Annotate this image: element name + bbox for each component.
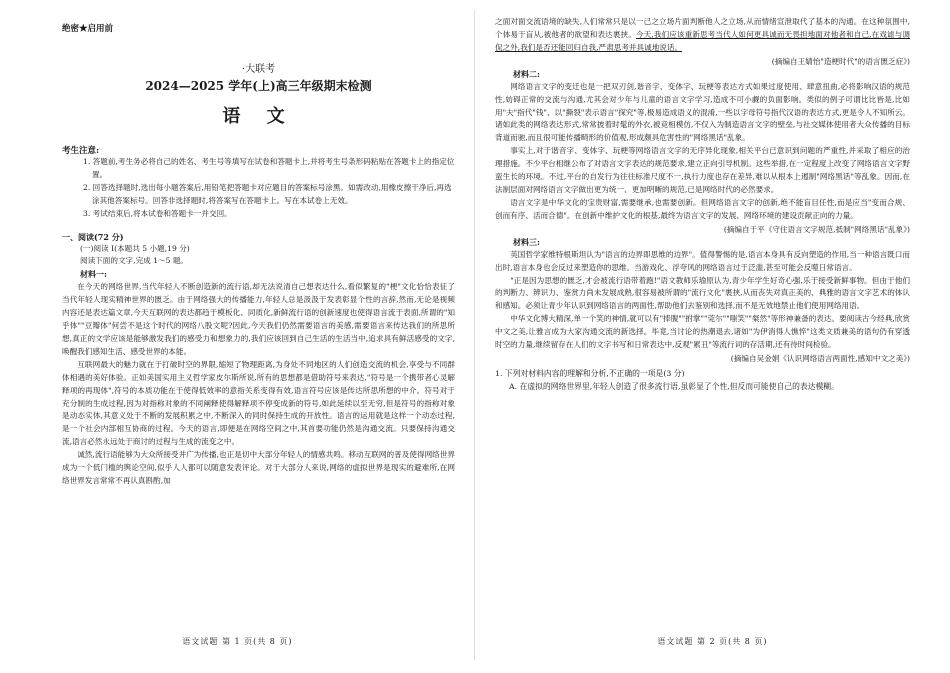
material-2-title: 材料二: bbox=[513, 68, 540, 79]
exam-page-2 bbox=[475, 0, 950, 673]
material-3-title: 材料三: bbox=[513, 236, 540, 247]
material-1-title: 材料一: bbox=[80, 269, 107, 280]
continued-paragraph bbox=[495, 16, 910, 55]
confidential-label: 绝密★启用前 bbox=[62, 24, 114, 34]
note-item: 2. 回答选择题时,选出每小题答案后,用铅笔把答题卡对应题目的答案标号涂黑。如需改动,用橡皮擦干净后,再选涂其他答案标号。回答非选择题时,将答案写在答题卡上。写在本试卷上无效。 bbox=[83, 182, 452, 205]
question-1: 1. 下列对材料内容的理解和分析,不正确的一项是(3 分) bbox=[495, 368, 685, 378]
source-citation: (摘编自吴金娟《认识网络语言两面性,感知中文之美》) bbox=[730, 353, 910, 363]
source-citation: (摘编自王婧怡"造梗时代"的语言匮乏症》) bbox=[771, 56, 910, 66]
body-paragraph: 英国哲学家维特根斯坦认为"语言的边界即思维的边界"。值得警惕的是,语言本身具有反向塑造的作用,当一种语言既口而出时,语言本身也会反过来塑造你的思维。当游戏化、浮夸风的网络语言过于泛滥,甚至可能会反噬日常语言。 bbox=[495, 249, 910, 272]
subsection-heading: (一)阅读 I(本题共 5 小题,19 分) bbox=[80, 243, 190, 253]
page-footer: 语文试题 第 2 页(共 8 页) bbox=[657, 637, 768, 646]
note-item: 1. 答题前,考生务必将自己的姓名、考生号等填写在试卷和答题卡上,并将考生号条形码粘贴在答题卡上的指定位置。 bbox=[83, 157, 455, 179]
reading-instruction: 阅读下面的文字,完成 1～5 题。 bbox=[80, 256, 189, 266]
notes-title: 考生注意: bbox=[62, 146, 100, 156]
body-paragraph: 网络语言文字的变迁也是一把双刃剑,谐音字、变体字、玩梗等表达方式如果过度使用、肆意扭曲,必将影响汉语的规范性,妨碍正常的交流与沟通,尤其会对少年与儿童的语言文字学习,造成不可小觑的负面影响。类似的例子可谓比比皆是,比如用"夫"指代"钱"、以"撕裂"表示语言"探究"等,极易造成语义的混淆,一些以字母符号指代汉语的表达方式,更是令人不知所云。诸如此类的网络表达形式,常常披着时髦的外衣,被竞相模仿,不仅入为制造语言文字的壁垒,与社交媒体使用者大众传播的目标背道而驰,而且很可能传播畸形的价值观,形成颇具危害性的"网络黑话"乱象。 bbox=[495, 81, 910, 143]
source-citation: (摘编自于平《守住语言文字规范,抵制"网络黑话"乱象》) bbox=[723, 224, 910, 234]
paragraph-lead-text: 之面对面交流语境的缺失,人们常常只是以一己之立场片面判断他人之立场,从而情绪宣泄取代了基本的沟通。在这种氛围中,个体易于盲从,被他者的欲望和表达裹挟。 bbox=[495, 17, 910, 39]
body-paragraph: 事实上,对于谐音字、变体字、玩梗等网络语言文字的无序异化现象,相关平台已意识到问题的严重性,并采取了相应的治理措施。不少平台相继公布了对语言文字表达的规范要求,建立正向引导机制。这些举措,在一定程度上改变了网络语言文字野蛮生长的环境。不过,平台的自发行为往往标准尺度不一,执行力度也存在差异,难以从根本上遏制"网络黑话"等乱象。因而,在法制层面对网络语言文字做出更为统一、更加明晰的规范,已是网络时代的必然要求。 bbox=[495, 146, 910, 194]
exam-session-title: 2024—2025 学年(上)高三年级期末检测 bbox=[145, 79, 372, 93]
section-heading: 一、阅读(72 分) bbox=[62, 231, 124, 242]
page-footer: 语文试题 第 1 页(共 8 页) bbox=[182, 637, 293, 646]
body-paragraph: 在今天的网络世界,当代年轻人不断创造新的流行语,却无法说清自己想表达什么,看似繁复的"梗"文化恰恰表征了当代年轻人现实精神世界的匮乏。由于网络强大的传播能力,年轻人总是汲汲于发表彰显个性的言辞,然而,无论是视频内容还是表达篇文章,今天互联网的表达都趋于模板化、同质化,新鲜流行语的创新速度也使得语言流于表面,所谓的"知乎体""豆瓣体"何尝不是这个时代的网络八股文呢?因此,今天我们仍然需要语言的美感,需要语言来传达我们的所思所想,真正的文学应该是能够激发我们的感受力和想象力的,我们应该回到自己生活的生活当中,追求具有鲜活感受的文字,唤醒我们感知生活、感受世界的本能。 bbox=[62, 282, 455, 356]
body-paragraph: 互联网最大的魅力就在于打破时空的界限,缩短了物理距离,为身处不同地区的人们创造交流的机会,享受与不同群体相遇的美好体验。正如美国实用主义哲学家皮尔斯所说,所有的思想都是借助符号来表达,"符号是一个携带者心灵解释项的再现体",符号的本质功能在于使得低效率的意指关系变得有效,语言符号应该是传达所思所想的中介。符号对于充分制的生成过程,因为对指称对象的不同阐释使得解释项不停变成新的符号,如此延续以至无穷,但是符号的指称对象是动态实体,其意义处于不断的发展积累之中,不断深入的同时保持生成的开放性。语言的运用就是这样一个动态过程,是一个社会内部相互协商的过程。今天的语言,即便是在网络空间之中,其首要功能仍然是沟通交流。只要保持沟通交流,语言必然永远处于商讨的过程与生成的流变之中。 bbox=[62, 359, 455, 447]
body-paragraph: 诚然,流行语能够为大众所接受并广为传播,也正是切中大部分年轻人的情感共鸣。移动互联网的普及使得网络世界成为一个低门槛的舆论空间,似乎人人都可以随意发表评论。对于大部分人来说,网络的虚拟世界是现实的避难所,在网络世界发言常常不再认真斟酌,加 bbox=[62, 450, 455, 485]
exam-subject-title: 语 文 bbox=[222, 106, 295, 127]
underlined-sentence: 今天,我们应该重新思考当代人如何更具诚而无畏担地面对他者和自己,在戏谑与调侃之外,我们是否还能回归自我,严肃思考并具诚地说话。 bbox=[495, 29, 910, 52]
body-paragraph: "正是因为思想的匮乏,才会被流行语带着跑!"语文教师乐瑜原认为,青少年学生好奇心强,乐于接受新鲜事物。但由于他们的判断力、辨识力、鉴赏力尚未发展成熟,很容易被所谓的"流行文化"裹挟,从而丧失对真正美的、典雅的语言文字艺术的体认和感知。必须让青少年认识到网络语言的两面性,帮助他们去鉴别和选择,而不是无效地禁止他们使用网络用语。 bbox=[495, 275, 910, 311]
body-paragraph: 中华文化博大精深,单一个笑的神情,就可以有"捧腹""拊掌""莞尔""嗤笑""粲然"等形神兼备的表达。要阅读古今经典,欣赏中文之美,让雅言成为大家沟通交流的新选择。毕竟,当讨论的热潮退去,诸如"为伊消得人憔悴"这类文质兼美的语句仍有穿透时空的力量,继续留存在人们的文字书写和日常表达中,反观"累丑"等流行词的存活期,还有待时间检验。 bbox=[495, 314, 910, 350]
question-1-option-a: A. 在虚拟的网络世界里,年轻人创造了很多流行语,虽彰显了个性,但反而可能使自己的表达模糊。 bbox=[509, 381, 839, 391]
note-item: 3. 考试结束后,将本试卷和答题卡一并交回。 bbox=[83, 208, 232, 218]
exam-union: ·大联考 bbox=[241, 64, 276, 75]
body-paragraph: 语言文字是中华文化的宝贵财富,需要继承,也需要创新。但网络语言文字的创新,绝不能盲目任性,而是应当"变而合规、创而有序、活而合德"。在创新中维护文化的根基,最终为语言文字的发展、网络环境的建设贡献正向的力量。 bbox=[495, 197, 910, 220]
